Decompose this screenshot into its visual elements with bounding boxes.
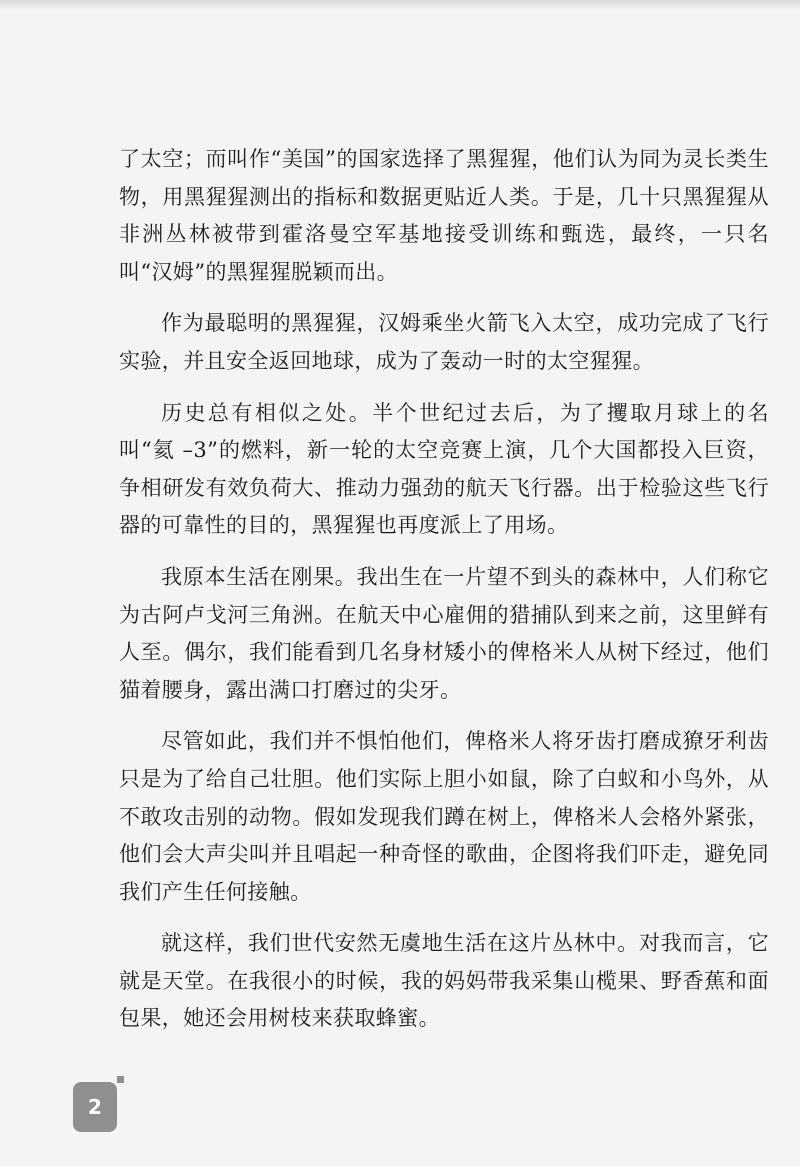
page-top-edge bbox=[0, 0, 800, 10]
body-text bbox=[119, 141, 769, 1052]
page-number: 2 bbox=[73, 1082, 117, 1132]
paragraph-5: 尽管如此，我们并不惧怕他们，俾格米人将牙齿打磨成獠牙利齿只是为了给自己壮胆。他们实际上胆小如鼠，除了白蚁和小鸟外，从不敢攻击别的动物。假如发现我们蹲在树上，俾格米人会格外紧张，他们会大声尖叫并且唱起一种奇怪的歌曲，企图将我们吓走，避免同我们产生任何接触。 bbox=[119, 729, 769, 904]
paragraph-2: 作为最聪明的黑猩猩，汉姆乘坐火箭飞入太空，成功完成了飞行实验，并且安全返回地球，成为了轰动一时的太空猩猩。 bbox=[119, 311, 769, 373]
paragraph-6: 就这样，我们世代安然无虞地生活在这片丛林中。对我而言，它就是天堂。在我很小的时候，我的妈妈带我采集山榄果、野香蕉和面包果，她还会用树枝来获取蜂蜜。 bbox=[119, 931, 769, 1031]
paragraph-3: 历史总有相似之处。半个世纪过去后，为了攫取月球上的名叫“氦 –3”的燃料，新一轮的太空竞赛上演，几个大国都投入巨资，争相研发有效负荷大、推动力强劲的航天飞行器。出于检验这些飞行器的可靠性的目的，黑猩猩也再度派上了用场。 bbox=[119, 400, 769, 538]
paragraph-1: 了太空；而叫作“美国”的国家选择了黑猩猩，他们认为同为灵长类生物，用黑猩猩测出的指标和数据更贴近人类。于是，几十只黑猩猩从非洲丛林被带到霍洛曼空军基地接受训练和甄选，最终，一只名叫“汉姆”的黑猩猩脱颖而出。 bbox=[119, 147, 769, 284]
paragraph-4: 我原本生活在刚果。我出生在一片望不到头的森林中，人们称它为古阿卢戈河三角洲。在航天中心雇佣的猎捕队到来之前，这里鲜有人至。偶尔，我们能看到几名身材矮小的俾格米人从树下经过，他们猫着腰身，露出满口打磨过的尖牙。 bbox=[119, 564, 769, 702]
